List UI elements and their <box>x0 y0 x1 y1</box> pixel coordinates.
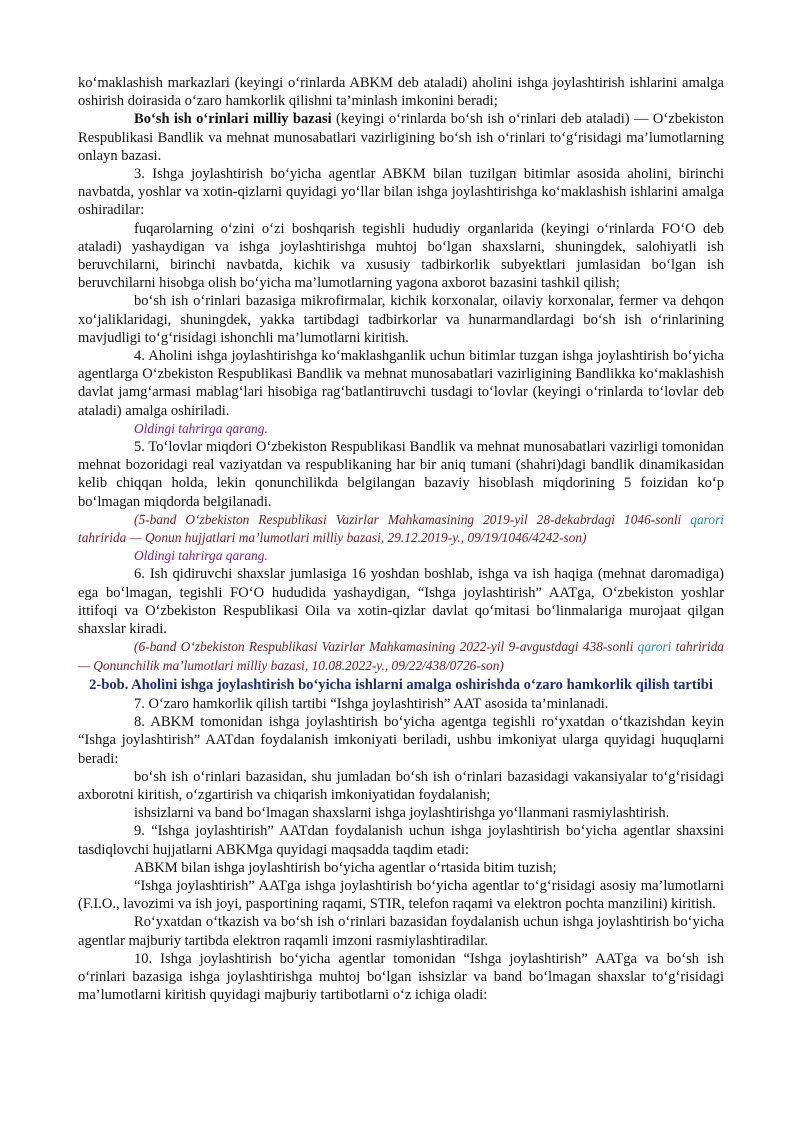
resolution-link-1[interactable]: qarori <box>690 511 724 527</box>
paragraph-item-9-sub-2: “Ishga joylashtirish” AATga ishga joylashtirish bo‘yicha agentlar to‘g‘risidagi asosiy ma’lumotlarni (F.I.O., lavozimi va ish joyi, pasportining raqami, STIR, telefon raqami va elektron pochta manzilini) kiritish. <box>78 877 724 913</box>
previous-label: Oldingi <box>134 420 179 436</box>
chapter-2-heading: 2-bob. Aholini ishga joylashtirish bo‘yicha ishlarni amalga oshirishda o‘zaro hamkorlik qilish tartibi <box>89 676 713 693</box>
paragraph-item-4: 4. Aholini ishga joylashtirishga ko‘maklashganlik uchun bitimlar tuzgan ishga joylashtirish bo‘yicha agentlarga O‘zbekiston Respublikasi Bandlik va mehnat munosabatlari vazirligining Bandlikka ko‘maklashish davlat jamg‘armasi mablag‘lari hisobiga rag‘batlantiruvchi tusdagi to‘lovlar (keyingi o‘rinlarda to‘lovlar deb ataladi) amalga oshiriladi. <box>78 348 724 419</box>
paragraph-item-3: 3. Ishga joylashtirish bo‘yicha agentlar ABKM bilan tuzilgan bitimlar asosida aholini, birinchi navbatda, yoshlar va xotin-qizlarni quyidagi yo‘llar bilan ishga joylashtirishga ko‘maklashish ishlarini amalga oshiradilar: <box>78 166 724 219</box>
paragraph-definition-vacancy-base <box>78 110 724 165</box>
resolution-link-2[interactable]: qarori <box>637 639 672 655</box>
paragraph-abkm-continuation: ko‘maklashish markazlari (keyingi o‘rinlarda ABKM deb ataladi) aholini ishga joylashtirish ishlarini amalga oshirish doirasida o‘zaro hamkorlik qilishni ta’minlash imkonini beradi; <box>78 75 724 110</box>
paragraph-item-5: 5. To‘lovlar miqdori O‘zbekiston Respublikasi Bandlik va mehnat munosabatlari vazirligi tomonidan mehnat bozoridagi real vaziyatdan va respublikaning har bir aniq tumani (shahri)dagi bandlik dinamikasidan kelib chiqqan holda, lekin qonunchilikda belgilangan bazaviy hisoblash miqdorining 5 foizidan ko‘p bo‘lmagan miqdorda belgilanadi. <box>78 439 724 510</box>
previous-label: Oldingi <box>134 548 179 564</box>
paragraph-item-9: 9. “Ishga joylashtirish” AATdan foydalanish uchun ishga joylashtirish bo‘yicha agentlar shaxsini tasdiqlovchi hujjatlarni ABKMga quyidagi maqsadda taqdim etadi: <box>78 823 724 858</box>
definition-text: (keyingi o‘rinlarda bo‘sh ish o‘rinlari deb ataladi) — O‘zbekiston Respublikasi Bandlik va mehnat munosabatlari vazirligining bo‘sh ish o‘rinlari to‘g‘risidagi ma’lumotlarning onlayn bazasi. <box>78 111 724 164</box>
paragraph-item-3-sub-2: bo‘sh ish o‘rinlari bazasiga mikrofirmalar, kichik korxonalar, oilaviy korxonalar, fermer va dehqon xo‘jaliklaridagi, shuningdek, yakka tartibdagi tadbirkorlar va hunarmandlardagi bo‘sh ish o‘rinlarining mavjudligi to‘g‘risidagi ishonchli ma’lumotlarni kiritish. <box>78 293 724 346</box>
paragraph-item-8: 8. ABKM tomonidan ishga joylashtirish bo‘yicha agentga tegishli ro‘yxatdan o‘tkazishdan keyin “Ishga joylashtirish” AATdan foydalanish imkoniyati beriladi, ushbu imkoniyat ularga quyidagi huquqlarni beradi: <box>78 714 724 767</box>
paragraph-item-3-sub-1: fuqarolarning o‘zini o‘zi boshqarish tegishli hududiy organlarida (keyingi o‘rinlarda FO‘O deb ataladi) yashaydigan va ishga joylashtirishga muhtoj bo‘lgan shaxslarni, shuningdek, salohiyatli ish beruvchilarni, birinchi navbatda, kichik va xususiy tadbirkorlik subyektlari jumlasidan bo‘lgan ish beruvchilarni hisobga olish bo‘yicha ma’lumotlarning yagona axborot bazasini tashkil qilish; <box>78 220 724 292</box>
amendment-note-5: (5-band O‘zbekiston Respublikasi Vazirlar Mahkamasining 2019-yil 28-dekabrdagi 1046-sonli qarori tahririda — Qonun hujjatlari ma’lumotlari milliy bazasi, 29.12.2019-y., 09/19/1046/4242-son) <box>78 511 724 546</box>
amendment-note-6: (6-band O‘zbekiston Respublikasi Vazirlar Mahkamasining 2022-yil 9-avgustdagi 438-sonli qarori tahririda — Qonunchilik ma’lumotlari milliy bazasi, 10.08.2022-y., 09/22/438/0726-son) <box>78 639 725 673</box>
paragraph-item-8-sub-1: bo‘sh ish o‘rinlari bazasidan, shu jumladan bo‘sh ish o‘rinlari bazasidagi vakansiyalar to‘g‘risidagi axborotni kiritish, o‘zgartirish va chiqarish imkoniyatidan foydalanish; <box>78 768 724 803</box>
previous-edition-link-1[interactable] <box>78 420 724 438</box>
previous-edition-link-2[interactable] <box>78 547 724 565</box>
paragraph-item-9-sub-1: ABKM bilan ishga joylashtirish bo‘yicha agentlar o‘rtasida bitim tuzish; <box>134 859 557 876</box>
paragraph-item-7: 7. O‘zaro hamkorlik qilish tartibi “Ishga joylashtirish” AAT asosida ta’minlanadi. <box>134 695 609 712</box>
paragraph-item-8-sub-2: ishsizlarni va band bo‘lmagan shaxslarni ishga joylashtirishga yo‘llanmani rasmiylashtirish. <box>134 805 670 822</box>
paragraph-item-9-sub-3: Ro‘yxatdan o‘tkazish va bo‘sh ish o‘rinlari bazasidan foydalanish uchun ishga joylashtirish bo‘yicha agentlar majburiy tartibda elektron raqamli imzoni rasmiylashtiradilar. <box>78 914 724 949</box>
paragraph-item-6: 6. Ish qidiruvchi shaxslar jumlasiga 16 yoshdan boshlab, ishga va ish haqiga (mehnat daromadiga) ega bo‘lmagan, tegishli FO‘O hududida yashaydigan, “Ishga joylashtirish” AATga, O‘zbekiston yoshlar ittifoqi va O‘zbekiston Respublikasi Oila va xotin-qizlar davlat qo‘mitasi bo‘linmalariga murojaat qilgan shaxslar kiradi. <box>78 566 724 638</box>
paragraph-item-10: 10. Ishga joylashtirish bo‘yicha agentlar tomonidan “Ishga joylashtirish” AATga va bo‘sh ish o‘rinlari bazasiga ishga joylashtirishga muhtoj bo‘lgan ishsizlar va band bo‘lmagan shaxslar to‘g‘risidagi ma’lumotlarni kiritish quyidagi majburiy tartibotlarni o‘z ichiga oladi: <box>78 950 724 1004</box>
edition-link-text: tahrirga qarang. <box>178 548 268 564</box>
term-vacancy-base: Bo‘sh ish o‘rinlari milliy bazasi <box>134 111 332 128</box>
edition-link-text: tahrirga qarang. <box>178 420 268 436</box>
